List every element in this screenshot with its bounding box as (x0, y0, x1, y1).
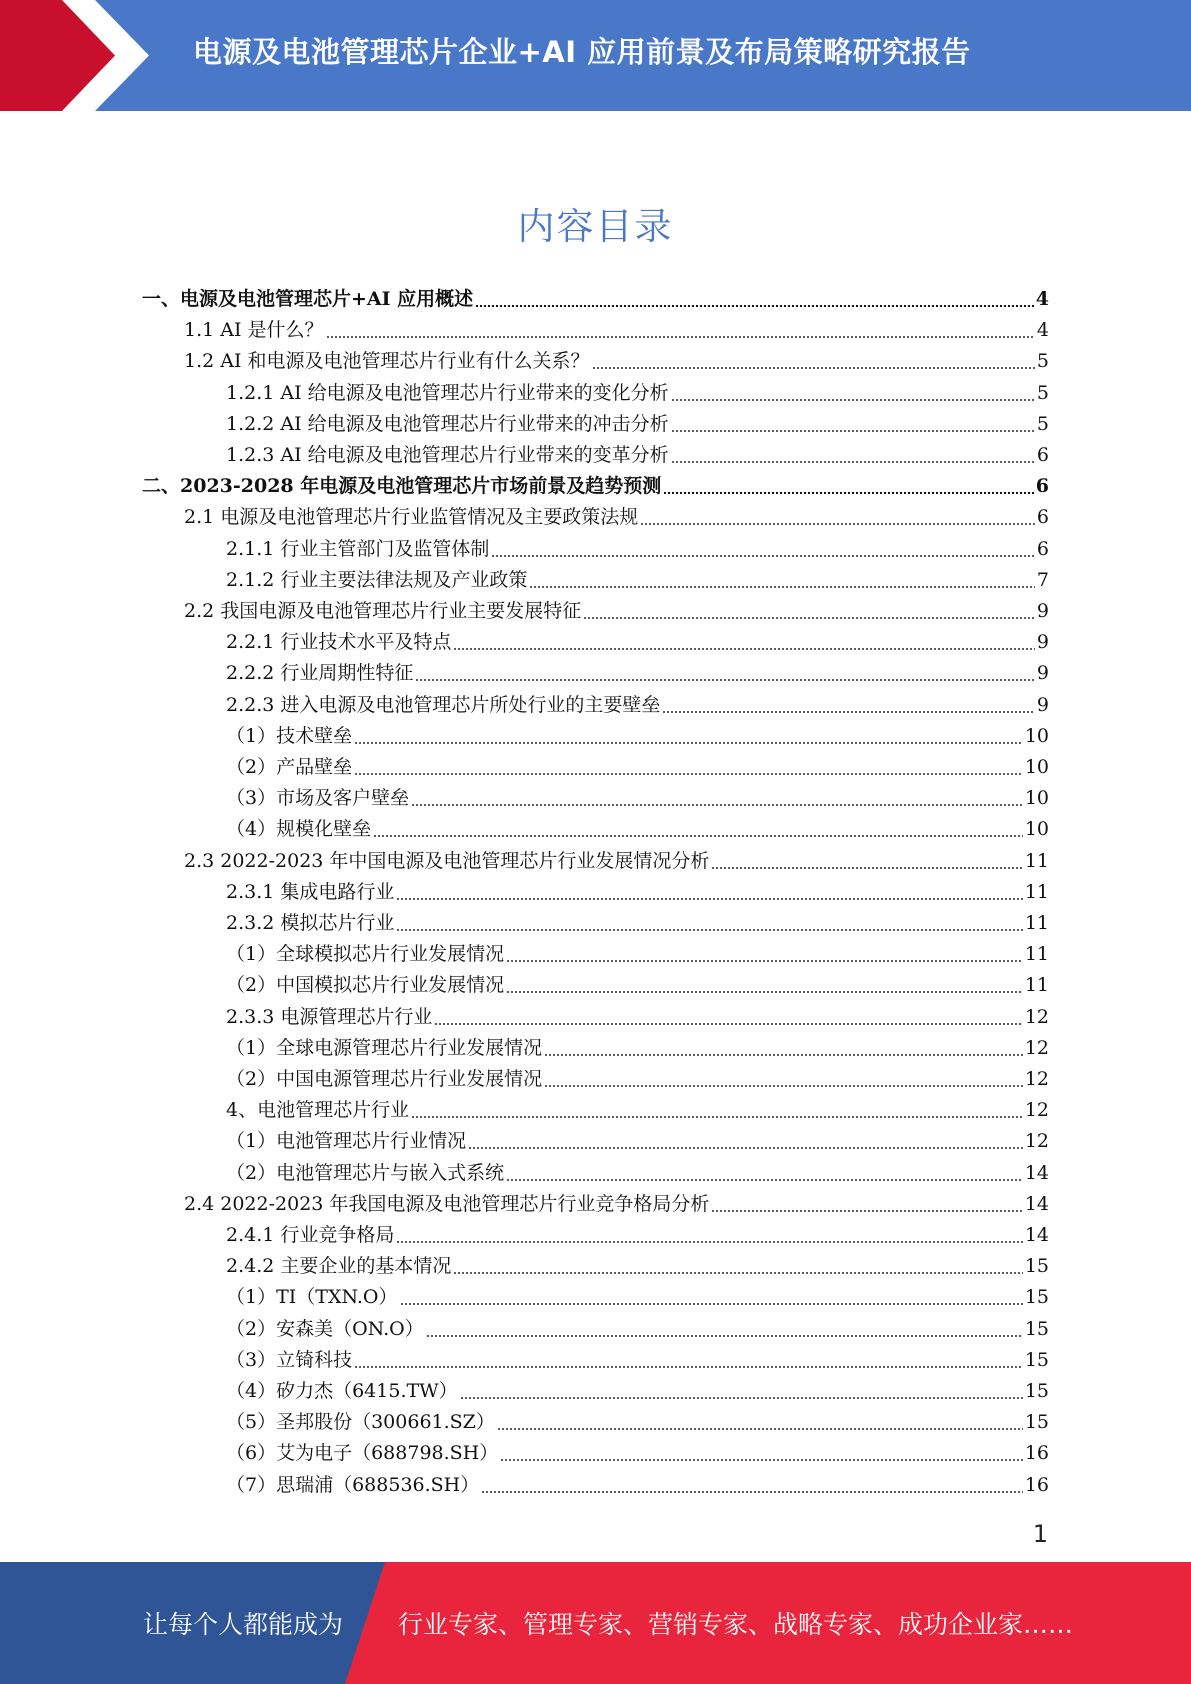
toc-dot-leader (500, 1459, 1023, 1461)
toc-dot-leader (529, 586, 1035, 588)
toc-entry-title: 1.2.1 AI 给电源及电池管理芯片行业带来的变化分析 (226, 381, 669, 404)
toc-entry-page: 12 (1024, 1005, 1049, 1028)
toc-entry-page: 15 (1024, 1317, 1049, 1340)
toc-dot-leader (396, 1241, 1022, 1243)
toc-dot-leader (544, 1085, 1023, 1087)
toc-entry-page: 12 (1024, 1099, 1049, 1122)
toc-entry-page: 5 (1036, 350, 1049, 373)
toc-entry[interactable] (0, 1095, 1049, 1126)
toc-entry-title: （1）TI（TXN.O） (226, 1286, 398, 1309)
toc-entry[interactable] (0, 658, 1049, 689)
toc-dot-leader (373, 835, 1023, 837)
toc-entry-page: 16 (1024, 1473, 1049, 1496)
toc-dot-leader (671, 430, 1035, 432)
toc-dot-leader (544, 1054, 1023, 1056)
toc-entry-title: （3）立锜科技 (226, 1348, 353, 1371)
toc-entry[interactable] (0, 1376, 1049, 1407)
toc-entry-page: 12 (1024, 1130, 1049, 1153)
toc-entry-page: 4 (1035, 288, 1049, 310)
toc-entry-title: （4）矽力杰（6415.TW） (226, 1380, 458, 1402)
toc-dot-leader (354, 742, 1023, 744)
toc-dot-leader (491, 555, 1035, 557)
toc-dot-leader (396, 929, 1022, 931)
toc-entry[interactable] (0, 409, 1049, 440)
toc-entry[interactable] (0, 970, 1049, 1001)
toc-dot-leader (411, 1116, 1023, 1118)
toc-dot-leader (354, 1366, 1023, 1368)
toc-entry-title: 2.2 我国电源及电池管理芯片行业主要发展特征 (184, 600, 582, 622)
toc-dot-leader (468, 1147, 1023, 1149)
toc-entry[interactable] (0, 752, 1049, 783)
report-title: 电源及电池管理芯片企业+AI 应用前景及布局策略研究报告 (193, 35, 971, 69)
toc-entry[interactable] (0, 690, 1049, 721)
toc-entry[interactable] (0, 1189, 1049, 1220)
toc-entry-page: 5 (1036, 412, 1049, 435)
toc-entry-page: 9 (1036, 600, 1049, 622)
toc-entry-title: 2.1.1 行业主管部门及监管体制 (226, 537, 490, 560)
toc-entry[interactable] (0, 1470, 1049, 1501)
toc-entry-page: 15 (1024, 1255, 1049, 1278)
toc-entry-page: 9 (1036, 662, 1049, 685)
toc-entry-title: （2）产品壁垒 (226, 756, 353, 778)
toc-entry-title: 1.1 AI 是什么？ (184, 319, 324, 342)
toc-dot-leader (326, 336, 1035, 338)
toc-entry-title: （6）艾为电子（688798.SH） (226, 1442, 499, 1465)
toc-entry-page: 11 (1024, 943, 1049, 966)
toc-entry[interactable] (0, 534, 1049, 565)
toc-entry[interactable] (0, 1251, 1049, 1282)
toc-entry[interactable] (0, 471, 1049, 502)
toc-entry-title: （1）电池管理芯片行业情况 (226, 1130, 467, 1153)
toc-entry[interactable] (0, 877, 1049, 908)
toc-entry[interactable] (0, 378, 1049, 409)
header-arrow-decoration (0, 0, 160, 111)
toc-dot-leader (396, 898, 1022, 900)
toc-entry[interactable] (0, 814, 1049, 845)
toc-entry-page: 11 (1024, 880, 1049, 903)
toc-dot-leader (711, 867, 1022, 869)
toc-entry-title: 一、电源及电池管理芯片+AI 应用概述 (142, 288, 474, 310)
toc-entry-page: 16 (1024, 1442, 1049, 1465)
toc-entry-page: 6 (1035, 475, 1049, 498)
page-number: 1 (1032, 1520, 1048, 1548)
toc-entry[interactable] (0, 627, 1049, 658)
toc-entry-title: 1.2 AI 和电源及电池管理芯片行业有什么关系？ (184, 350, 590, 373)
toc-entry-title: 2.3.3 电源管理芯片行业 (226, 1005, 433, 1028)
toc-dot-leader (415, 679, 1035, 681)
toc-entry[interactable] (0, 1407, 1049, 1438)
toc-entry-page: 14 (1024, 1161, 1049, 1184)
toc-entry-page: 10 (1024, 787, 1049, 810)
toc-entry-title: （4）规模化壁垒 (226, 818, 372, 841)
footer-slogan-right: 行业专家、管理专家、营销专家、战略专家、成功企业家…… (398, 1610, 1074, 1639)
toc-entry[interactable] (0, 1002, 1049, 1033)
toc-entry-title: （2）中国模拟芯片行业发展情况 (226, 974, 505, 997)
toc-entry-page: 12 (1024, 1036, 1049, 1059)
toc-entry-title: 2.2.1 行业技术水平及特点 (226, 631, 452, 654)
toc-entry[interactable] (0, 596, 1049, 627)
toc-entry-page: 15 (1024, 1411, 1049, 1434)
toc-dot-leader (671, 461, 1035, 463)
toc-entry-page: 12 (1024, 1068, 1049, 1090)
toc-dot-leader (662, 711, 1035, 713)
toc-entry-title: 2.4.2 主要企业的基本情况 (226, 1255, 452, 1278)
toc-entry-page: 15 (1024, 1380, 1049, 1402)
toc-dot-leader (460, 1397, 1023, 1399)
toc-entry-page: 9 (1036, 693, 1049, 716)
toc-entry-title: （1）全球模拟芯片行业发展情况 (226, 943, 505, 966)
toc-entry-title: （2）中国电源管理芯片行业发展情况 (226, 1068, 543, 1090)
toc-entry-title: （3）市场及客户壁垒 (226, 787, 410, 810)
toc-entry-page: 4 (1036, 319, 1049, 342)
toc-entry[interactable] (0, 1345, 1049, 1376)
toc-entry-page: 6 (1036, 537, 1049, 560)
toc-entry-title: （7）思瑞浦（688536.SH） (226, 1473, 480, 1496)
report-header-band (0, 0, 1191, 111)
toc-entry[interactable] (0, 1033, 1049, 1064)
toc-entry-title: 2.2.3 进入电源及电池管理芯片所处行业的主要壁垒 (226, 693, 661, 716)
toc-entry[interactable] (0, 939, 1049, 970)
toc-entry-page: 11 (1024, 849, 1049, 872)
toc-entry-title: 2.3.1 集成电路行业 (226, 880, 395, 903)
toc-entry-title: （2）安森美（ON.O） (226, 1317, 424, 1340)
toc-dot-leader (497, 1428, 1023, 1430)
toc-entry-title: 1.2.3 AI 给电源及电池管理芯片行业带来的变革分析 (226, 444, 669, 466)
toc-dot-leader (453, 648, 1035, 650)
toc-entry[interactable] (0, 1438, 1049, 1469)
toc-entry-page: 10 (1024, 724, 1049, 747)
toc-entry[interactable] (0, 565, 1049, 596)
toc-dot-leader (426, 1335, 1023, 1337)
toc-entry-page: 15 (1024, 1286, 1049, 1309)
toc-dot-leader (354, 773, 1023, 775)
toc-entry[interactable] (0, 846, 1049, 877)
toc-entry[interactable] (0, 1126, 1049, 1157)
toc-dot-leader (434, 1023, 1022, 1025)
toc-entry[interactable] (0, 1064, 1049, 1095)
toc-entry-title: 1.2.2 AI 给电源及电池管理芯片行业带来的冲击分析 (226, 412, 669, 435)
toc-dot-leader (506, 991, 1023, 993)
toc-dot-leader (711, 1210, 1022, 1212)
toc-entry-page: 5 (1036, 381, 1049, 404)
toc-heading: 内容目录 (517, 205, 674, 248)
toc-dot-leader (453, 1272, 1022, 1274)
toc-entry[interactable] (0, 783, 1049, 814)
toc-entry-title: （5）圣邦股份（300661.SZ） (226, 1411, 495, 1434)
toc-entry-page: 9 (1036, 631, 1049, 654)
toc-entry[interactable] (0, 1282, 1049, 1313)
toc-entry-title: （1）技术壁垒 (226, 724, 353, 747)
toc-dot-leader (506, 960, 1023, 962)
toc-entry-title: （1）全球电源管理芯片行业发展情况 (226, 1036, 543, 1059)
report-footer-band (0, 1562, 1191, 1684)
toc-entry-title: 2.2.2 行业周期性特征 (226, 662, 414, 685)
toc-dot-leader (640, 523, 1035, 525)
toc-entry-page: 11 (1024, 912, 1049, 934)
toc-entry[interactable] (0, 315, 1049, 346)
toc-dot-leader (592, 367, 1035, 369)
toc-entry-title: 2.1 电源及电池管理芯片行业监管情况及主要政策法规 (184, 506, 639, 529)
toc-entry-title: 二、2023-2028 年电源及电池管理芯片市场前景及趋势预测 (142, 475, 662, 498)
toc-entry-page: 14 (1024, 1224, 1049, 1246)
toc-entry-page: 10 (1024, 756, 1049, 778)
toc-entry-title: （2）电池管理芯片与嵌入式系统 (226, 1161, 505, 1184)
toc-entry-page: 11 (1024, 974, 1049, 997)
toc-entry[interactable] (0, 284, 1049, 315)
toc-entry[interactable] (0, 1314, 1049, 1345)
toc-entry-title: 2.1.2 行业主要法律法规及产业政策 (226, 568, 528, 591)
toc-entry-page: 10 (1024, 818, 1049, 841)
toc-entry-title: 2.3.2 模拟芯片行业 (226, 912, 395, 934)
toc-entry[interactable] (0, 721, 1049, 752)
toc-entry-page: 14 (1024, 1192, 1049, 1215)
toc-dot-leader (475, 305, 1034, 307)
toc-entry[interactable] (0, 346, 1049, 377)
toc-entry-title: 2.4 2022-2023 年我国电源及电池管理芯片行业竞争格局分析 (184, 1192, 710, 1215)
toc-entry-page: 6 (1036, 506, 1049, 529)
toc-entry[interactable] (0, 1220, 1049, 1251)
toc-dot-leader (663, 492, 1034, 494)
toc-entry-page: 7 (1036, 568, 1049, 591)
toc-entry-page: 6 (1036, 444, 1049, 466)
toc-entry-title: 2.4.1 行业竞争格局 (226, 1224, 395, 1246)
toc-entry[interactable] (0, 502, 1049, 533)
toc-entry[interactable] (0, 908, 1049, 939)
toc-dot-leader (506, 1179, 1023, 1181)
footer-slogan-left: 让每个人都能成为 (143, 1610, 344, 1639)
toc-entry-title: 4、电池管理芯片行业 (226, 1099, 410, 1122)
toc-entry-title: 2.3 2022-2023 年中国电源及电池管理芯片行业发展情况分析 (184, 849, 710, 872)
toc-dot-leader (583, 617, 1035, 619)
toc-dot-leader (671, 399, 1035, 401)
toc-entry-page: 15 (1024, 1348, 1049, 1371)
toc-dot-leader (481, 1491, 1023, 1493)
toc-entry[interactable] (0, 1158, 1049, 1189)
toc-dot-leader (411, 804, 1023, 806)
toc-entry[interactable] (0, 440, 1049, 471)
toc-dot-leader (400, 1303, 1023, 1305)
